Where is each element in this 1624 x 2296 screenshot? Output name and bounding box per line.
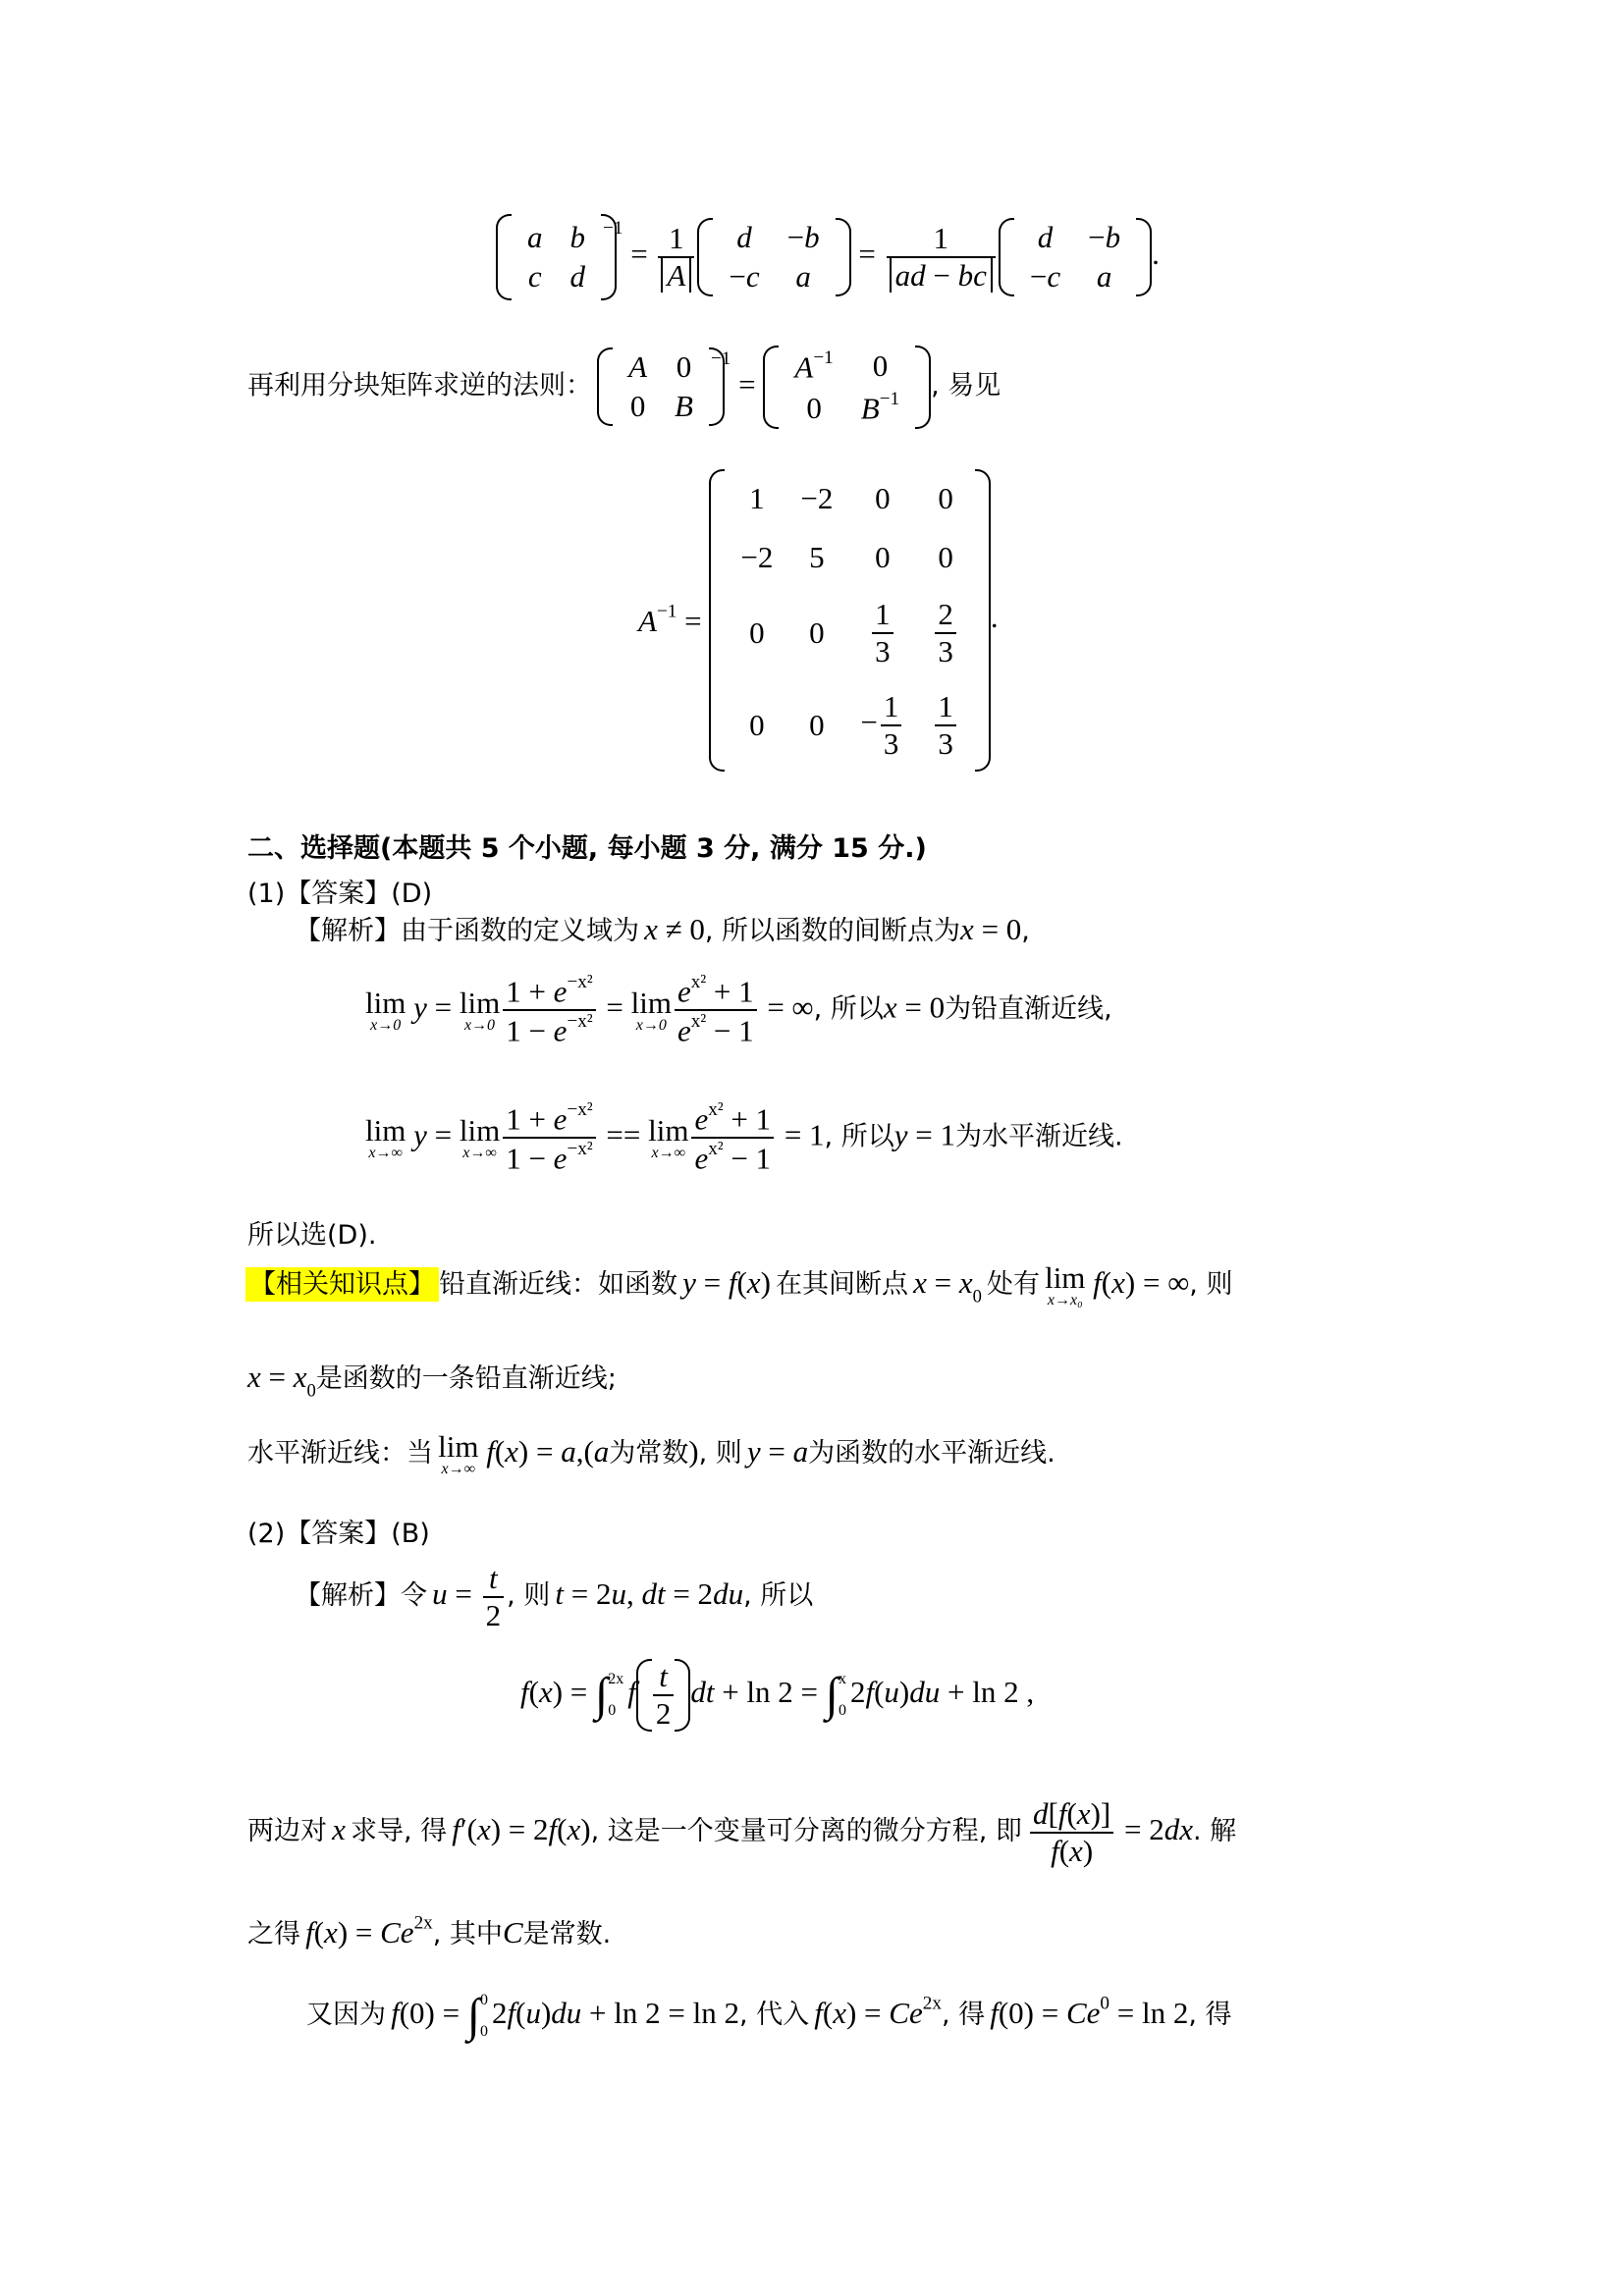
q2-analysis: 【解析】令 u = $\frac{t}{2}$ , 则 t = 2u, dt = 2du, 所以 <box>295 1561 814 1632</box>
s-b: , 其中 <box>432 1919 503 1949</box>
analysis-tag: 【解析】 <box>295 916 401 946</box>
k2: 是函数的一条铅直渐近线; <box>315 1363 617 1394</box>
q1-vertical-limit: lim x→0 y = lim x→0 $\frac{1 + e^{-x^2}}{1 - e^{-x^2}}$ = lim x→0 $\frac{e^{x^2} + 1}{e^{x^2} - 1}$ = ∞, 所以x = 0为铅直渐近线, <box>365 972 1112 1048</box>
d-b: 求导, 得 <box>350 1816 448 1847</box>
f-a: 又因为 <box>306 2000 386 2031</box>
k1b: 在其间断点 <box>775 1269 908 1300</box>
q2-c: , 所以 <box>743 1580 814 1612</box>
q2-answer-label: (2)【答案】(B) <box>247 1519 430 1549</box>
vert-text2: 为铅直渐近线, <box>945 993 1112 1025</box>
formula-a-inverse: $A^{-1}$ = 1 −2 0 0 −2 5 0 0 0 0 $\frac{1}{3}$ $\frac{2}{3}$ 0 0 − $\frac{1}{3}$ $\frac{1}{3}$ . <box>638 469 999 772</box>
q2-integral: f(x) = ∫ 2x 0 f $\frac{t}{2}$ dt + ln 2 = ∫ x 0 2f(u)du + ln 2 , <box>520 1659 1035 1731</box>
analysis-text: 由于函数的定义域为 <box>401 916 639 946</box>
q2-b: , 则 <box>507 1580 551 1612</box>
s-c: 是常数. <box>522 1919 612 1949</box>
horiz-text: , 所以 <box>824 1121 894 1152</box>
f-b: , 代入 <box>739 2000 810 2031</box>
vert-text: , 所以 <box>813 993 884 1025</box>
q1-knowledge-line2: $x = x_0$是函数的一条铅直渐近线; <box>247 1360 617 1402</box>
analysis-text2: , 所以函数的间断点为 <box>704 916 961 946</box>
f-c: , 得 <box>941 2000 986 2031</box>
horiz-text2: 为水平渐近线. <box>954 1121 1123 1152</box>
q2-derivative: 两边对 x 求导, 得 f′(x) = 2f(x), 这是一个变量可分离的微分方程, 即 $\frac{d[f(x)]}{f(x)}$ = 2dx. 解 <box>247 1796 1237 1868</box>
q1-knowledge-line3: 水平渐近线：当 lim x→∞ f(x) = a,(a为常数), 则 y = a为函数的水平渐近线. <box>247 1429 1056 1478</box>
k1d: , 则 <box>1189 1269 1233 1300</box>
q1-analysis: 【解析】由于函数的定义域为 x ≠ 0, 所以函数的间断点为x = 0, <box>295 912 1030 946</box>
q1-horizontal-limit: lim x→∞ y = lim x→∞ $\frac{1 + e^{-x^2}}{1 - e^{-x^2}}$ == lim x→∞ $\frac{e^{x^2} + 1}{e^{x^2} - 1}$ = 1, 所以y = 1为水平渐近线. <box>365 1099 1123 1176</box>
q2-a: 令 <box>401 1580 427 1612</box>
section-title: 二、选择题(本题共 5 个小题, 每小题 3 分, 满分 15 分.) <box>247 833 927 864</box>
f-d: , 得 <box>1188 2000 1232 2031</box>
q2-final: 又因为 f(0) = ∫ 0 0 2f(u)du + ln 2 = ln 2, 代入 $f(x) = Ce^{2x}$, 得 $f(0) = Ce^0 = \ln 2$, 得 <box>306 1990 1232 2042</box>
q2-analysis-tag: 【解析】 <box>295 1580 401 1612</box>
intro-prefix: 再利用分块矩阵求逆的法则： <box>247 370 592 401</box>
block-inverse-rule: 再利用分块矩阵求逆的法则： A 0 0 B $^{-1}$ = $A^{-1}$ 0 0 $B^{-1}$ , 易见 <box>247 346 1001 429</box>
intro-suffix: , 易见 <box>931 370 1001 401</box>
s-a: 之得 <box>247 1919 300 1949</box>
d-a: 两边对 <box>247 1816 327 1847</box>
k3a: 水平渐近线：当 <box>247 1438 433 1468</box>
k1c: 处有 <box>986 1269 1040 1300</box>
formula-2x2-inverse: a b c d $^{-1}$ = $\frac{1}{A}$ d −b −c a = $\frac{1}{ad - bc}$ d −b −c a . <box>496 214 1160 300</box>
k3c: 为函数的水平渐近线. <box>808 1438 1056 1468</box>
q2-solution: 之得 $f(x) = Ce^{2x}$, 其中C是常数. <box>247 1912 612 1949</box>
d-c: , 这是一个变量可分离的微分方程, 即 <box>590 1816 1022 1847</box>
knowledge-tag: 【相关知识点】 <box>245 1267 439 1302</box>
q1-conclusion: 所以选(D). <box>247 1220 377 1251</box>
k3b: , 则 <box>698 1438 742 1468</box>
q1-answer-label: (1)【答案】(D) <box>247 879 433 909</box>
d-d: . 解 <box>1192 1816 1237 1847</box>
q1-knowledge-line1: 【相关知识点】 铅直渐近线：如函数 y = f(x) 在其间断点 $x = x_0$ 处有 lim x→x₀ f(x) = ∞, 则 <box>245 1262 1232 1308</box>
k1a: 铅直渐近线：如函数 <box>439 1269 677 1300</box>
